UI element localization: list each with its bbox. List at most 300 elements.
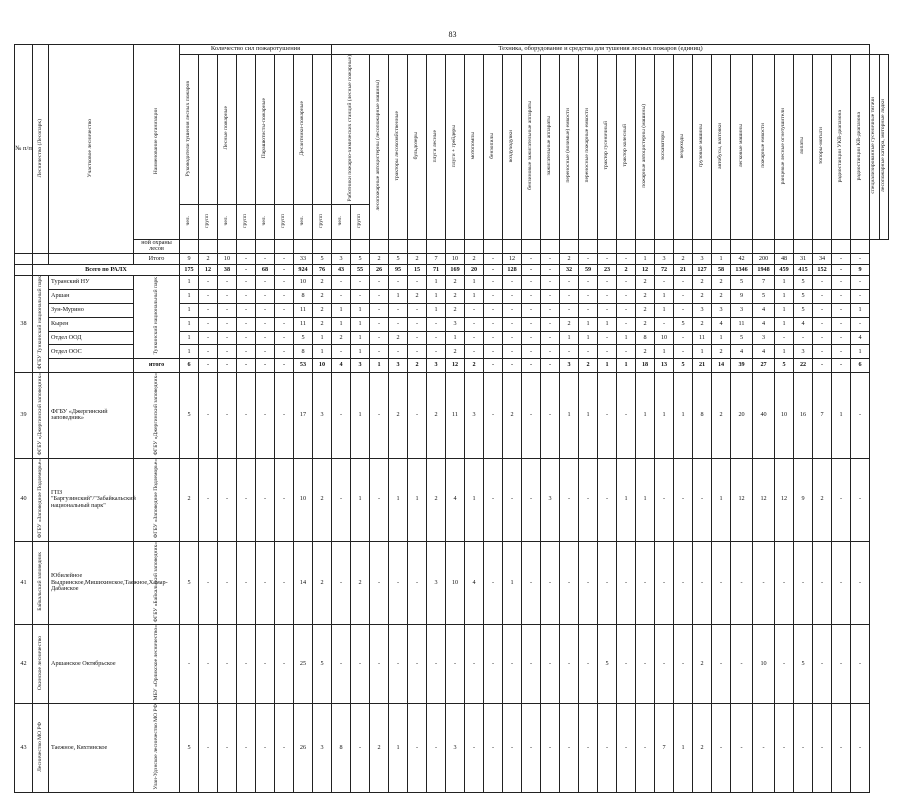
value-cell bbox=[294, 458, 313, 541]
value-cell bbox=[636, 458, 655, 541]
value-cell bbox=[731, 625, 753, 704]
value-cell bbox=[256, 458, 275, 541]
value-cell-text: - bbox=[492, 292, 495, 300]
value-cell-text: - bbox=[821, 578, 824, 586]
value-cell-text: - bbox=[511, 305, 514, 313]
value-cell-text: 2 bbox=[719, 292, 723, 300]
header-note-blank bbox=[560, 239, 579, 253]
value-cell-text: - bbox=[492, 411, 495, 419]
value-cell bbox=[712, 372, 731, 458]
value-cell-text: - bbox=[530, 495, 533, 503]
value-cell bbox=[465, 372, 484, 458]
value-cell bbox=[199, 704, 218, 793]
value-cell-text: - bbox=[802, 333, 805, 341]
header-tech-25 bbox=[851, 55, 870, 240]
value-cell-text: 4 bbox=[761, 305, 766, 313]
value-cell-text: - bbox=[859, 254, 862, 262]
value-cell-text: - bbox=[511, 347, 514, 355]
value-cell-text: - bbox=[263, 495, 267, 503]
value-cell bbox=[579, 458, 598, 541]
value-cell-text: - bbox=[568, 744, 571, 752]
value-cell bbox=[522, 372, 541, 458]
value-cell-text: 9 bbox=[187, 254, 191, 262]
value-cell bbox=[332, 303, 351, 317]
value-cell bbox=[753, 253, 775, 264]
value-cell-text: - bbox=[492, 495, 495, 503]
value-cell-text: - bbox=[549, 254, 552, 262]
value-cell-text: 4 bbox=[858, 333, 862, 341]
blank bbox=[15, 264, 33, 275]
value-cell bbox=[522, 345, 541, 359]
value-cell-text: 3 bbox=[472, 411, 476, 419]
value-cell bbox=[180, 317, 199, 331]
value-cell-text: - bbox=[206, 347, 210, 355]
value-cell-text: 1 bbox=[624, 333, 628, 341]
value-cell-text: 2 bbox=[320, 578, 324, 586]
value-cell bbox=[275, 704, 294, 793]
value-cell bbox=[655, 289, 674, 303]
value-cell bbox=[408, 331, 427, 345]
value-cell-text: 1 bbox=[719, 333, 723, 341]
value-cell bbox=[731, 331, 753, 345]
unit-grupp bbox=[199, 204, 218, 239]
value-cell-text: - bbox=[244, 333, 248, 341]
value-cell-text: 2 bbox=[358, 578, 362, 586]
value-cell-text: - bbox=[244, 744, 248, 752]
value-cell-text: 1 bbox=[586, 411, 590, 419]
header-num-text: № п/п bbox=[15, 144, 32, 152]
row-district bbox=[49, 317, 134, 331]
row-forestry-text: ФГБУ «Джергинский заповедник» bbox=[36, 372, 43, 456]
header-tech-22-text: лопаты bbox=[799, 137, 806, 155]
value-cell bbox=[370, 275, 389, 289]
value-cell-text: 11 bbox=[300, 319, 306, 327]
value-cell-text: 21 bbox=[679, 265, 687, 273]
value-cell bbox=[408, 289, 427, 303]
value-cell bbox=[237, 704, 256, 793]
value-cell bbox=[522, 317, 541, 331]
value-cell-text: 127 bbox=[697, 265, 707, 273]
value-cell-text: 3 bbox=[453, 319, 457, 327]
header-tech-15-text: экскаваторы bbox=[660, 131, 667, 161]
value-cell-text: - bbox=[549, 265, 552, 273]
value-cell-text: - bbox=[492, 278, 495, 286]
value-cell bbox=[598, 541, 617, 625]
value-cell bbox=[813, 275, 832, 289]
blank bbox=[49, 253, 134, 264]
value-cell bbox=[294, 275, 313, 289]
row-district-text: Аршанское Октябрьское bbox=[51, 660, 116, 668]
value-cell-text: - bbox=[549, 744, 552, 752]
value-cell-text: - bbox=[473, 333, 476, 341]
value-cell-text: 1 bbox=[358, 495, 362, 503]
value-cell-text: 8 bbox=[339, 744, 343, 752]
header-district bbox=[49, 45, 134, 254]
value-cell bbox=[541, 372, 560, 458]
value-cell bbox=[180, 704, 199, 793]
value-cell-text: 11 bbox=[452, 411, 459, 419]
value-cell bbox=[693, 331, 712, 345]
value-cell bbox=[389, 541, 408, 625]
value-cell bbox=[712, 253, 731, 264]
value-cell-text: 1 bbox=[681, 411, 685, 419]
value-cell bbox=[389, 704, 408, 793]
value-cell bbox=[446, 303, 465, 317]
value-cell bbox=[674, 264, 693, 275]
value-cell bbox=[256, 289, 275, 303]
value-cell bbox=[370, 289, 389, 303]
value-cell bbox=[370, 317, 389, 331]
value-cell-text: 7 bbox=[820, 411, 824, 419]
row-forestry-text: ФГБУ Тункинский национальный парк bbox=[36, 275, 43, 370]
value-cell bbox=[617, 345, 636, 359]
value-cell bbox=[313, 264, 332, 275]
row-district-text: Отдел ООС bbox=[51, 347, 82, 355]
value-cell bbox=[465, 359, 484, 373]
value-cell bbox=[370, 264, 389, 275]
value-cell-text: - bbox=[282, 265, 286, 273]
value-cell bbox=[832, 541, 851, 625]
total-label-text: Всего по РАЛХ bbox=[85, 265, 127, 273]
value-cell-text: - bbox=[682, 333, 685, 341]
row-district bbox=[49, 303, 134, 317]
header-note-blank bbox=[794, 239, 813, 253]
value-cell bbox=[484, 458, 503, 541]
value-cell bbox=[427, 253, 446, 264]
value-cell bbox=[674, 704, 693, 793]
value-cell bbox=[832, 303, 851, 317]
value-cell bbox=[522, 253, 541, 264]
header-tech-9-text: зажигательные аппараты bbox=[546, 116, 553, 176]
value-cell-text: 5 bbox=[782, 361, 786, 369]
value-cell-text: 1948 bbox=[757, 265, 770, 273]
value-cell-text: 10 bbox=[299, 278, 307, 286]
value-cell-text: 1 bbox=[187, 319, 191, 327]
value-cell bbox=[294, 345, 313, 359]
header-row-4 bbox=[15, 239, 889, 253]
value-cell bbox=[617, 458, 636, 541]
value-cell-text: - bbox=[473, 305, 476, 313]
value-cell bbox=[617, 303, 636, 317]
value-cell bbox=[446, 289, 465, 303]
value-cell-text: - bbox=[435, 744, 438, 752]
value-cell-text: 20 bbox=[470, 265, 478, 273]
value-cell bbox=[351, 289, 370, 303]
value-cell-text: 3 bbox=[434, 361, 438, 369]
value-cell bbox=[851, 458, 870, 541]
value-cell-text: - bbox=[682, 347, 685, 355]
header-note-blank bbox=[775, 239, 794, 253]
value-cell bbox=[579, 289, 598, 303]
value-cell-text: - bbox=[530, 292, 533, 300]
value-cell bbox=[294, 253, 313, 264]
row-forestry bbox=[33, 372, 49, 458]
value-cell bbox=[753, 275, 775, 289]
value-cell bbox=[199, 359, 218, 373]
total-row bbox=[15, 264, 889, 275]
value-cell bbox=[389, 372, 408, 458]
value-cell-text: - bbox=[530, 319, 533, 327]
value-cell-text: 68 bbox=[261, 265, 269, 273]
value-cell bbox=[408, 303, 427, 317]
value-cell-text: 1 bbox=[624, 495, 628, 503]
header-force-3 bbox=[294, 55, 313, 205]
header-note-blank bbox=[753, 239, 775, 253]
value-cell bbox=[408, 345, 427, 359]
value-cell-text: 4 bbox=[453, 495, 457, 503]
value-cell bbox=[794, 541, 813, 625]
unit-grupp bbox=[275, 204, 294, 239]
header-forestry bbox=[33, 45, 49, 254]
value-cell bbox=[351, 541, 370, 625]
value-cell-text: 2 bbox=[700, 278, 704, 286]
value-cell-text: 12 bbox=[641, 265, 649, 273]
value-cell bbox=[712, 625, 731, 704]
value-cell-text: - bbox=[397, 347, 400, 355]
value-cell bbox=[389, 625, 408, 704]
value-cell-text: - bbox=[225, 292, 229, 300]
value-cell-text: 1 bbox=[358, 347, 362, 355]
value-cell bbox=[180, 253, 199, 264]
row-forestry bbox=[33, 704, 49, 793]
header-note-blank bbox=[256, 239, 275, 253]
value-cell-text: 2 bbox=[396, 333, 400, 341]
value-cell bbox=[218, 359, 237, 373]
value-cell bbox=[446, 317, 465, 331]
value-cell-text: - bbox=[282, 333, 286, 341]
value-cell-text: 1 bbox=[358, 411, 362, 419]
value-cell-text: 2 bbox=[453, 305, 457, 313]
value-cell-text: 1 bbox=[567, 333, 571, 341]
value-cell bbox=[218, 303, 237, 317]
value-cell bbox=[218, 331, 237, 345]
value-cell bbox=[794, 625, 813, 704]
value-cell bbox=[199, 458, 218, 541]
unit-chel-text: чел. bbox=[337, 215, 344, 226]
header-tech-22 bbox=[794, 55, 813, 240]
value-cell bbox=[541, 303, 560, 317]
value-cell-text: 2 bbox=[472, 254, 476, 262]
value-cell-text: - bbox=[416, 411, 419, 419]
value-cell bbox=[636, 625, 655, 704]
value-cell-text: - bbox=[549, 319, 552, 327]
header-tech-20-text: пожарные емкости bbox=[759, 123, 766, 169]
value-cell bbox=[560, 541, 579, 625]
value-cell bbox=[427, 331, 446, 345]
value-cell bbox=[794, 704, 813, 793]
value-cell bbox=[256, 303, 275, 317]
unit-grupp-text: групп bbox=[356, 213, 363, 228]
header-note-blank bbox=[351, 239, 370, 253]
value-cell-text: 3 bbox=[339, 254, 343, 262]
value-cell bbox=[598, 704, 617, 793]
value-cell bbox=[598, 303, 617, 317]
value-cell bbox=[832, 625, 851, 704]
value-cell bbox=[218, 625, 237, 704]
value-cell-text: - bbox=[783, 578, 786, 586]
value-cell-text: - bbox=[378, 305, 381, 313]
value-cell bbox=[560, 625, 579, 704]
value-cell-text: - bbox=[740, 744, 743, 752]
value-cell-text: - bbox=[549, 333, 552, 341]
value-cell-text: 1 bbox=[415, 495, 419, 503]
value-cell bbox=[218, 253, 237, 264]
value-cell bbox=[180, 359, 199, 373]
value-cell-text: - bbox=[282, 319, 286, 327]
value-cell-text: 1 bbox=[434, 292, 438, 300]
value-cell-text: - bbox=[511, 333, 514, 341]
value-cell-text: - bbox=[530, 361, 533, 369]
header-tech-1 bbox=[389, 55, 408, 240]
header-note-blank bbox=[484, 239, 503, 253]
header-note-blank bbox=[522, 239, 541, 253]
value-cell bbox=[617, 253, 636, 264]
value-cell-text: 12 bbox=[204, 265, 212, 273]
header-tech-group-text: Техника, оборудование и средства для тушения лесных пожаров (единиц) bbox=[498, 45, 703, 53]
value-cell bbox=[389, 345, 408, 359]
header-tech-6 bbox=[484, 55, 503, 240]
value-cell bbox=[351, 253, 370, 264]
value-cell-text: 2 bbox=[700, 660, 704, 668]
value-cell-text: 32 bbox=[565, 265, 573, 273]
header-tech-0-text: лесопожарные автоцистерны (лесопожарные машины) bbox=[375, 80, 382, 211]
value-cell bbox=[636, 359, 655, 373]
unit-chel bbox=[180, 204, 199, 239]
value-cell bbox=[275, 541, 294, 625]
value-cell-text: 5 bbox=[739, 333, 744, 341]
header-tech-11 bbox=[579, 55, 598, 240]
value-cell bbox=[408, 541, 427, 625]
value-cell bbox=[674, 372, 693, 458]
value-cell-text: 3 bbox=[548, 495, 552, 503]
value-cell-text: 1 bbox=[719, 495, 723, 503]
value-cell-text: 1 bbox=[472, 278, 476, 286]
value-cell bbox=[256, 317, 275, 331]
value-cell-text: - bbox=[530, 254, 533, 262]
value-cell-text: - bbox=[282, 254, 286, 262]
header-tech-5 bbox=[465, 55, 484, 240]
row-district-text: Юбилейное Выдринское,Мишихинское,Таежное,Хамар-Дабанское bbox=[51, 572, 168, 593]
value-cell bbox=[598, 458, 617, 541]
value-cell bbox=[813, 253, 832, 264]
header-tech-19 bbox=[731, 55, 753, 240]
header-note-blank bbox=[237, 239, 256, 253]
value-cell bbox=[753, 372, 775, 458]
value-cell bbox=[775, 345, 794, 359]
value-cell bbox=[693, 317, 712, 331]
header-note-blank bbox=[636, 239, 655, 253]
value-cell-text: 1 bbox=[643, 411, 647, 419]
value-cell-text: - bbox=[225, 660, 229, 668]
row-district bbox=[49, 275, 134, 289]
value-cell bbox=[832, 253, 851, 264]
value-cell bbox=[541, 253, 560, 264]
value-cell bbox=[775, 303, 794, 317]
value-cell bbox=[541, 264, 560, 275]
value-cell bbox=[446, 264, 465, 275]
header-tech-12-text: трактор гусеничный bbox=[603, 121, 610, 170]
value-cell-text: 43 bbox=[337, 265, 345, 273]
value-cell-text: 10 bbox=[760, 660, 767, 668]
value-cell-text: - bbox=[859, 411, 862, 419]
value-cell bbox=[655, 359, 674, 373]
header-note-blank bbox=[541, 239, 560, 253]
value-cell bbox=[617, 317, 636, 331]
value-cell-text: - bbox=[225, 347, 229, 355]
value-cell-text: 4 bbox=[472, 578, 476, 586]
value-cell bbox=[465, 264, 484, 275]
value-cell bbox=[617, 704, 636, 793]
value-cell-text: - bbox=[587, 278, 590, 286]
value-cell bbox=[484, 253, 503, 264]
value-cell-text: - bbox=[720, 744, 723, 752]
value-cell bbox=[813, 541, 832, 625]
value-cell bbox=[813, 345, 832, 359]
value-cell bbox=[731, 372, 753, 458]
value-cell-text: 3 bbox=[662, 254, 666, 262]
value-cell bbox=[753, 264, 775, 275]
table-row bbox=[15, 704, 889, 793]
value-cell-text: 16 bbox=[799, 411, 807, 419]
row-num bbox=[15, 625, 33, 704]
value-cell-text: - bbox=[492, 254, 495, 262]
value-cell-text: - bbox=[549, 411, 552, 419]
value-cell bbox=[617, 289, 636, 303]
value-cell bbox=[541, 625, 560, 704]
value-cell-text: - bbox=[378, 495, 381, 503]
header-tech-2-text: бульдозеры bbox=[413, 132, 420, 160]
value-cell-text: - bbox=[511, 744, 514, 752]
value-cell-text: - bbox=[762, 578, 765, 586]
value-cell bbox=[522, 625, 541, 704]
value-cell-text: - bbox=[454, 660, 457, 668]
value-cell bbox=[541, 289, 560, 303]
row-district bbox=[49, 458, 134, 541]
page-number: 83 bbox=[448, 30, 457, 39]
value-cell-text: - bbox=[263, 305, 267, 313]
value-cell-text: 1 bbox=[858, 347, 862, 355]
value-cell-text: 2 bbox=[320, 319, 324, 327]
value-cell bbox=[731, 541, 753, 625]
value-cell bbox=[370, 625, 389, 704]
value-cell bbox=[731, 704, 753, 793]
value-cell-text: - bbox=[840, 305, 843, 313]
value-cell-text: 1 bbox=[187, 347, 191, 355]
unit-grupp bbox=[313, 204, 332, 239]
value-cell bbox=[617, 359, 636, 373]
value-cell-text: - bbox=[492, 333, 495, 341]
value-cell bbox=[503, 704, 522, 793]
value-cell-text: - bbox=[397, 319, 400, 327]
value-cell bbox=[579, 359, 598, 373]
value-cell-text: - bbox=[473, 744, 476, 752]
value-cell bbox=[351, 264, 370, 275]
value-cell-text: 5 bbox=[187, 578, 191, 586]
value-cell-text: 6 bbox=[187, 361, 191, 369]
value-cell bbox=[332, 253, 351, 264]
value-cell bbox=[560, 253, 579, 264]
value-cell bbox=[813, 704, 832, 793]
value-cell bbox=[598, 331, 617, 345]
value-cell bbox=[408, 704, 427, 793]
value-cell-text: - bbox=[549, 361, 552, 369]
value-cell-text: - bbox=[549, 292, 552, 300]
value-cell-text: 2 bbox=[396, 411, 400, 419]
header-force-4 bbox=[332, 55, 370, 205]
value-cell bbox=[237, 289, 256, 303]
value-cell-text: - bbox=[206, 495, 210, 503]
value-cell bbox=[313, 372, 332, 458]
